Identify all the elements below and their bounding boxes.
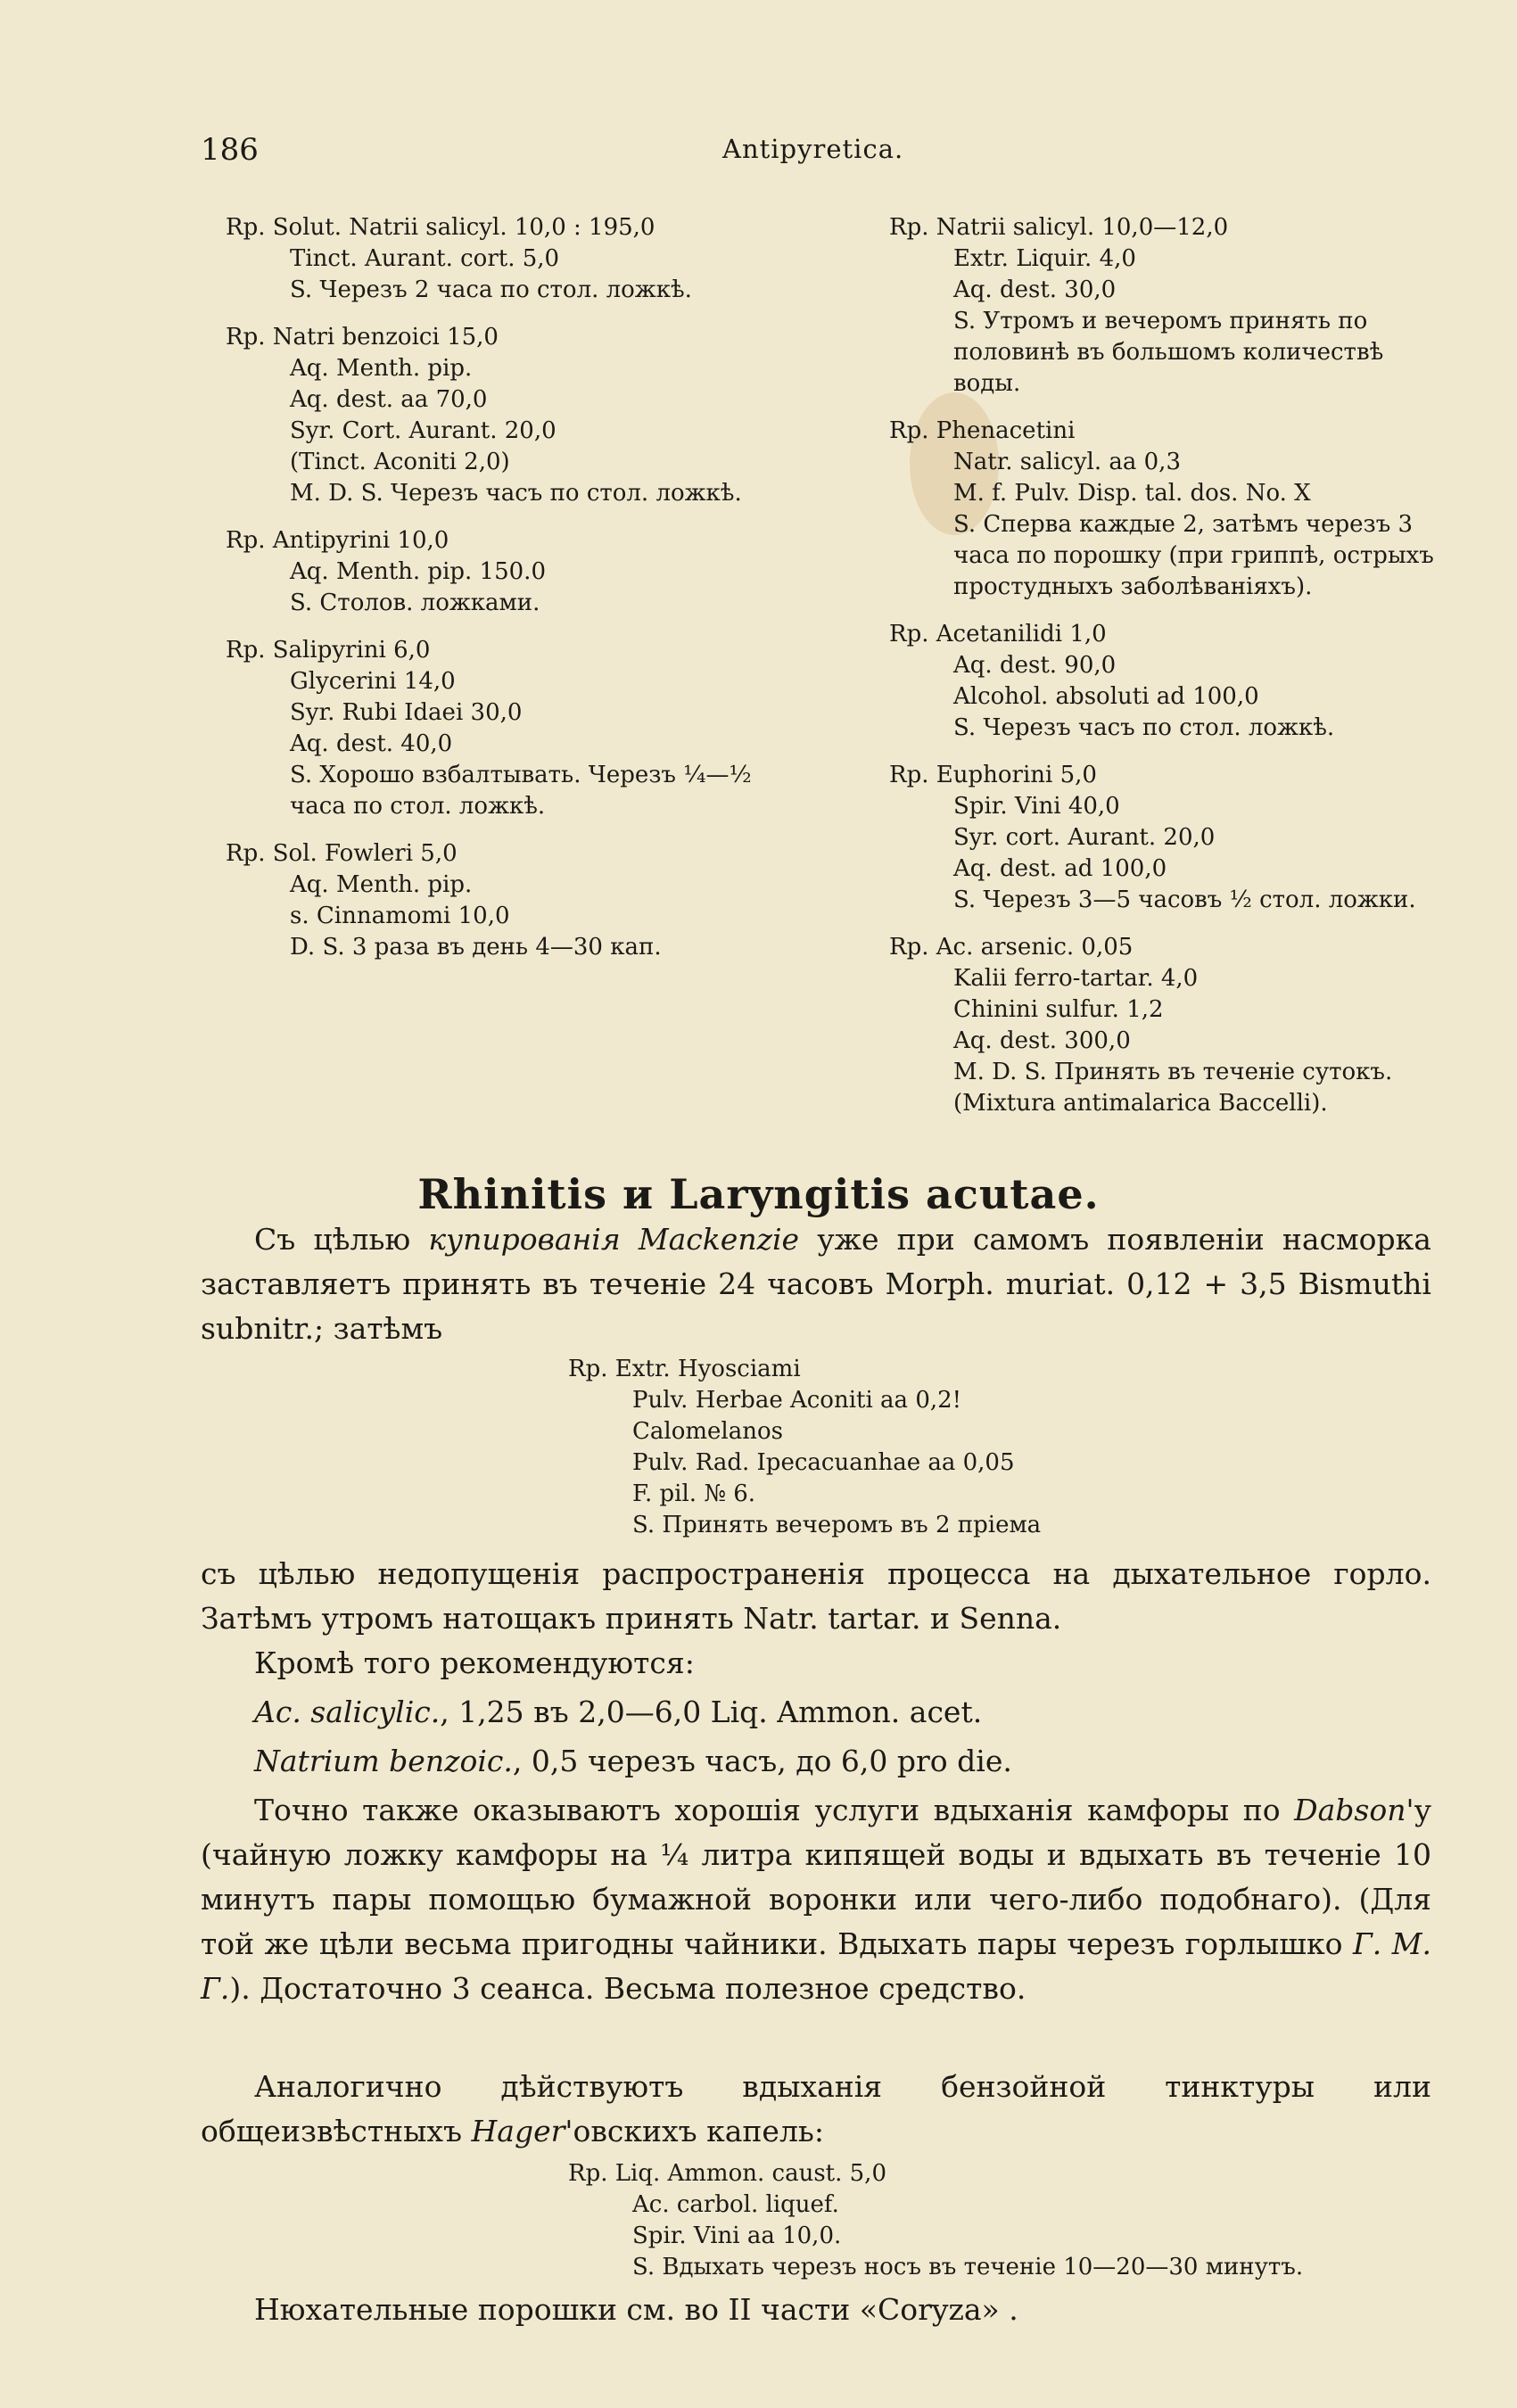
prescription-line: s. Cinnamomi 10,0 [290,903,510,929]
prescription-line: Syr. Cort. Aurant. 20,0 [290,417,557,444]
prescription-block [226,212,787,306]
prescription-line: (Mixtura antimalarica Baccelli). [953,1090,1328,1117]
prescription-block [226,838,787,963]
prescription-head: Rp. Ac. arsenic. 0,05 [889,934,1134,961]
p6-text-c: ). Достаточно 3 сеанса. Весьма полезное средство. [229,1971,1026,2006]
prescription-line: S. Хорошо взбалтывать. Черезъ ¼—½ часа по стол. ложкѣ. [290,762,752,820]
p1-text-b: уже при самомъ появленіи насморка заставляетъ принять въ теченіе 24 часовъ Morph. muriat. 0,12 + 3,5 Bismuthi subnitr.; затѣмъ [201,1222,1431,1346]
center-prescription-2 [568,2158,1303,2283]
prescription-block [226,635,787,822]
p4-italic: Ac. salicylic. [254,1695,441,1729]
prescription-block [889,760,1451,916]
prescription-line: Aq. dest. 30,0 [953,276,1117,303]
prescription-head: Rp. Natri benzoici 15,0 [226,324,499,350]
prescription-line: Natr. salicyl. aa 0,3 [953,449,1181,475]
prescription-line: Aq. dest. 90,0 [953,652,1117,679]
prescription-line: S. Сперва каждые 2, затѣмъ черезъ 3 часа по порошку (при гриппѣ, острыхъ простудныхъ заболѣваніяхъ). [953,511,1434,600]
paragraph-8: Нюхательные порошки см. во II части «Coryza» . [254,2292,1018,2327]
prescription-line: Ac. carbol. liquef. [632,2191,839,2218]
section-title: Rhinitis и Laryngitis acutae. [417,1170,1100,1218]
prescription-line: Aq. dest. ad 100,0 [953,855,1167,882]
prescription-head: Rp. Sol. Fowleri 5,0 [226,840,458,867]
prescription-line: (Tinct. Aconiti 2,0) [290,449,510,475]
center-prescription-1 [568,1354,1041,1541]
prescription-head: Rp. Salipyrini 6,0 [226,637,431,664]
running-title: Antipyretica. [722,134,904,164]
prescription-block [889,932,1451,1119]
prescription-head: Rp. Antipyrini 10,0 [226,527,449,554]
prescription-line: Aq. Menth. pip. [290,871,473,898]
p7-italic: Hager [471,2114,565,2148]
paragraph-2: съ цѣлью недопущенія распространенія процесса на дыхательное горло. Затѣмъ утромъ натощакъ принять Natr. tartar. и Senna. [201,1556,1431,1636]
p7-text-b: 'овскихъ капель: [565,2114,824,2148]
p6-text-b: 'у (чайную ложку камфоры на ¼ литра кипящей воды и вдыхать въ теченіе 10 минутъ пары помощью бумажной воронки или чего-либо подобнаго). (Для той же цѣли весьма пригодны чайники. Вдыхать пары черезъ горлышко [201,1793,1431,1961]
prescription-line: Extr. Liquir. 4,0 [953,245,1136,272]
prescription-block [889,212,1451,400]
page-number: 186 [201,132,259,168]
prescription-line: Syr. Rubi Idaei 30,0 [290,699,523,726]
prescription-head: Rp. Liq. Ammon. caust. 5,0 [568,2160,886,2187]
paragraph-1 [201,1217,1431,1351]
prescription-line: S. Утромъ и вечеромъ принять по половинѣ въ большомъ количествѣ воды. [953,308,1384,397]
prescription-head: Rp. Euphorini 5,0 [889,762,1097,788]
prescription-head: Rp. Natrii salicyl. 10,0—12,0 [889,214,1229,241]
prescription-block [226,525,787,619]
prescription-line: Aq. Menth. pip. 150.0 [290,558,546,585]
p5-text: , 0,5 черезъ часъ, до 6,0 pro die. [512,1744,1012,1778]
prescription-line: Alcohol. absoluti ad 100,0 [953,683,1259,710]
p1-italic: купированія Mackenzie [428,1222,800,1257]
p7-text-a: Аналогично дѣйствуютъ вдыханія бензойной тинктуры или общеизвѣстныхъ [201,2069,1431,2148]
p1-text-a: Съ цѣлью [254,1222,429,1257]
left-prescription-column [226,212,787,979]
prescription-block [889,416,1451,603]
prescription-line: S. Черезъ 2 часа по стол. ложкѣ. [290,276,692,303]
prescription-line: Syr. cort. Aurant. 20,0 [953,824,1216,851]
prescription-line: S. Столов. ложками. [290,590,540,616]
prescription-line: Chinini sulfur. 1,2 [953,996,1164,1023]
prescription-head: Rp. Solut. Natrii salicyl. 10,0 : 195,0 [226,214,655,241]
prescription-line: S. Черезъ часъ по стол. ложкѣ. [953,714,1335,741]
right-prescription-column [889,212,1451,1135]
prescription-block [889,619,1451,744]
prescription-line: F. pil. № 6. [632,1480,755,1507]
prescription-line: M. D. S. Принять въ теченіе сутокъ. [953,1059,1393,1085]
prescription-line: Calomelanos [632,1418,783,1445]
prescription-line: Aq. dest. 300,0 [953,1027,1131,1054]
prescription-line: Spir. Vini 40,0 [953,793,1120,820]
paragraph-3: Кромѣ того рекомендуются: [254,1645,695,1680]
p6-italic-2: Г. М. Г. [201,1926,1431,2006]
p6-text-a: Точно также оказываютъ хорошія услуги вдыханія камфоры по [254,1793,1295,1827]
prescription-line: M. f. Pulv. Disp. tal. dos. No. X [953,480,1311,507]
prescription-line: Pulv. Herbae Aconiti aa 0,2! [632,1387,962,1414]
paragraph-7 [201,2065,1431,2154]
p4-text: , 1,25 въ 2,0—6,0 Liq. Ammon. acet. [440,1695,983,1729]
prescription-line: Aq. dest. 40,0 [290,730,453,757]
page-header [201,132,1360,177]
paragraph-4 [201,1690,1431,1735]
p6-italic-1: Dabson [1294,1793,1406,1827]
prescription-line: D. S. 3 раза въ день 4—30 кап. [290,934,662,961]
prescription-line: Spir. Vini aa 10,0. [632,2222,842,2249]
prescription-line: S. Принять вечеромъ въ 2 пріема [632,1512,1042,1538]
p5-italic: Natrium benzoic. [254,1744,513,1778]
prescription-line: Glycerini 14,0 [290,668,456,695]
prescription-line: Pulv. Rad. Ipecacuanhae aa 0,05 [632,1449,1015,1476]
paragraph-5 [201,1739,1431,1784]
prescription-line: Tinct. Aurant. cort. 5,0 [290,245,560,272]
prescription-head: Rp. Extr. Hyosciami [568,1356,801,1382]
prescription-line: S. Вдыхать черезъ носъ въ теченіе 10—20—30 минутъ. [632,2254,1304,2280]
prescription-line: Aq. dest. aa 70,0 [290,386,488,413]
prescription-head: Rp. Phenacetini [889,417,1076,444]
prescription-head: Rp. Acetanilidi 1,0 [889,621,1107,647]
prescription-line: S. Черезъ 3—5 часовъ ½ стол. ложки. [953,887,1416,913]
prescription-line: Kalii ferro-tartar. 4,0 [953,965,1199,992]
prescription-line: M. D. S. Черезъ часъ по стол. ложкѣ. [290,480,742,507]
paragraph-6 [201,1788,1431,2011]
prescription-line: Aq. Menth. pip. [290,355,473,382]
prescription-block [226,322,787,509]
